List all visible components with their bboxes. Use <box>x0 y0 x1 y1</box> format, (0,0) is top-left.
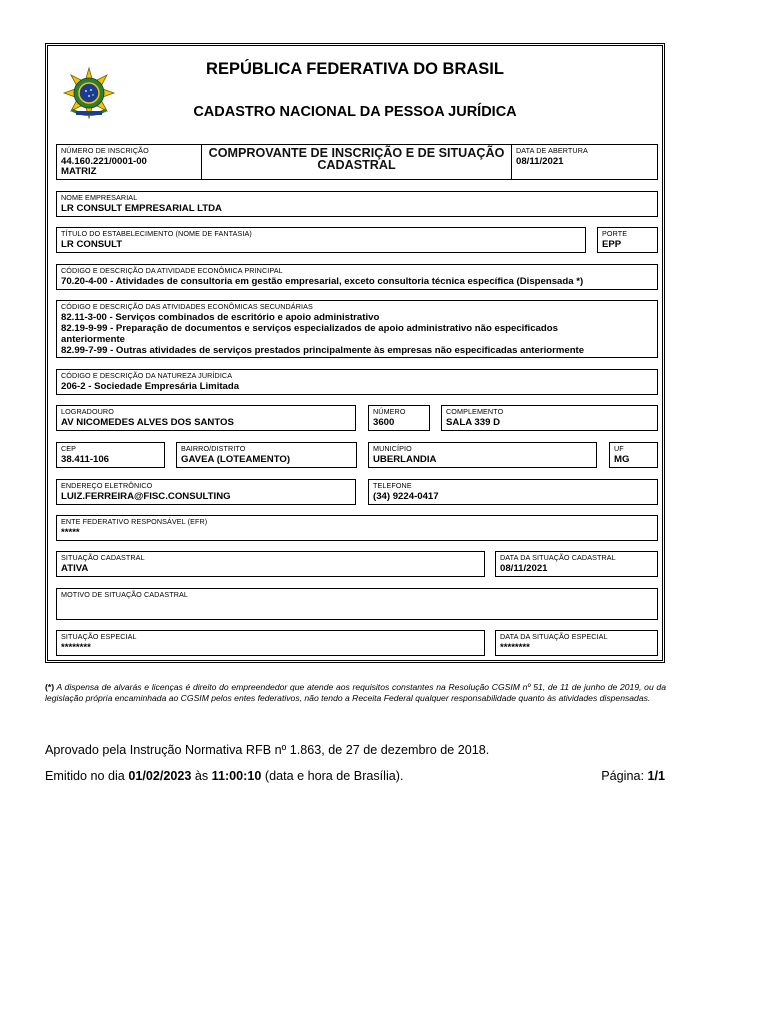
inscricao-tipo: MATRIZ <box>61 166 97 177</box>
abertura-label: DATA DE ABERTURA <box>516 146 588 155</box>
email-label: ENDEREÇO ELETRÔNICO <box>61 481 153 490</box>
atividades-secundarias-box <box>56 300 658 358</box>
efr-label: ENTE FEDERATIVO RESPONSÁVEL (EFR) <box>61 517 208 526</box>
logradouro-box <box>56 405 356 431</box>
numero-value: 3600 <box>373 417 395 428</box>
complemento-label: COMPLEMENTO <box>446 407 504 416</box>
page-number <box>600 769 665 783</box>
natureza-box <box>56 369 658 395</box>
nome-empresarial-value: LR CONSULT EMPRESARIAL LTDA <box>61 203 222 214</box>
telefone-value: (34) 9224-0417 <box>373 491 439 502</box>
municipio-label: MUNICÍPIO <box>373 444 412 453</box>
page-value: 1/1 <box>647 769 665 783</box>
municipio-box <box>368 442 597 468</box>
logradouro-label: LOGRADOURO <box>61 407 114 416</box>
cep-box <box>56 442 165 468</box>
bairro-label: BAIRRO/DISTRITO <box>181 444 246 453</box>
nome-empresarial-box <box>56 191 658 217</box>
comprovante-title-line2: CADASTRAL <box>317 158 396 172</box>
situacao-value: ATIVA <box>61 563 89 574</box>
page-label: Página: <box>601 769 648 783</box>
page-title: REPÚBLICA FEDERATIVA DO BRASIL <box>206 60 504 78</box>
situacao-box <box>56 551 485 577</box>
comprovante-title <box>202 147 511 171</box>
bairro-box <box>176 442 357 468</box>
abertura-box <box>511 144 658 180</box>
situacao-label: SITUAÇÃO CADASTRAL <box>61 553 145 562</box>
inscricao-box <box>56 144 202 180</box>
data-situacao-especial-value: ******** <box>500 642 530 653</box>
cep-label: CEP <box>61 444 77 453</box>
telefone-box <box>368 479 658 505</box>
complemento-value: SALA 339 D <box>446 417 501 428</box>
motivo-label: MOTIVO DE SITUAÇÃO CADASTRAL <box>61 590 189 599</box>
natureza-value: 206-2 - Sociedade Empresária Limitada <box>61 381 240 392</box>
brazil-coat-of-arms-icon <box>62 66 116 120</box>
cep-value: 38.411-106 <box>61 454 110 465</box>
bairro-value: GAVEA (LOTEAMENTO) <box>181 454 291 465</box>
inscricao-numero: 44.160.221/0001-00 <box>61 156 147 167</box>
atividade-principal-label: CÓDIGO E DESCRIÇÃO DA ATIVIDADE ECONÔMICA PRINCIPAL <box>61 266 283 275</box>
inscricao-label: NÚMERO DE INSCRIÇÃO <box>61 146 149 155</box>
fantasia-label: TÍTULO DO ESTABELECIMENTO (NOME DE FANTASIA) <box>61 229 252 238</box>
fantasia-value: LR CONSULT <box>61 239 123 250</box>
efr-box <box>56 515 658 541</box>
porte-value: EPP <box>602 239 622 250</box>
emit-time: 11:00:10 <box>211 769 262 783</box>
fantasia-box <box>56 227 586 253</box>
data-situacao-label: DATA DA SITUAÇÃO CADASTRAL <box>500 553 616 562</box>
uf-value: MG <box>614 454 630 465</box>
numero-label: NÚMERO <box>373 407 406 416</box>
situacao-especial-value: ******** <box>61 642 91 653</box>
atividade-principal-box <box>56 264 658 290</box>
complemento-box <box>441 405 658 431</box>
abertura-value: 08/11/2021 <box>516 156 564 167</box>
uf-box <box>609 442 658 468</box>
email-value: LUIZ.FERREIRA@FISC.CONSULTING <box>61 491 231 502</box>
list-item: 82.19-9-99 - Preparação de documentos e serviços especializados de apoio administrativo não especificados <box>61 323 558 334</box>
emit-suffix: (data e hora de Brasília). <box>261 769 404 783</box>
emit-mid: às <box>191 769 212 783</box>
email-box <box>56 479 356 505</box>
comprovante-title-line1: COMPROVANTE DE INSCRIÇÃO E DE SITUAÇÃO <box>208 146 505 160</box>
data-situacao-especial-box <box>495 630 658 656</box>
situacao-especial-label: SITUAÇÃO ESPECIAL <box>61 632 137 641</box>
porte-label: PORTE <box>602 229 628 238</box>
emit-date: 01/02/2023 <box>128 769 192 783</box>
data-situacao-value: 08/11/2021 <box>500 563 548 574</box>
note-text: A dispensa de alvarás e licenças é direito do empreendedor que atende aos requisitos constantes na Resolução CGSIM nº 51, de 11 de junho de 2019, ou da legislação própria encaminhada ao CGSIM pelos entes federativos, não tendo a Receita Federal qualquer responsabilidade quanto às atividades dispensadas. <box>45 682 666 703</box>
data-situacao-especial-label: DATA DA SITUAÇÃO ESPECIAL <box>500 632 608 641</box>
approval-text: Aprovado pela Instrução Normativa RFB nº 1.863, de 27 de dezembro de 2018. <box>45 743 490 757</box>
atividades-secundarias-label: CÓDIGO E DESCRIÇÃO DAS ATIVIDADES ECONÔMICAS SECUNDÁRIAS <box>61 302 313 311</box>
municipio-value: UBERLANDIA <box>373 454 437 465</box>
atividade-principal-value: 70.20-4-00 - Atividades de consultoria em gestão empresarial, exceto consultoria técnica específica (Dispensada *) <box>61 276 584 287</box>
list-item: anteriormente <box>61 334 125 345</box>
natureza-label: CÓDIGO E DESCRIÇÃO DA NATUREZA JURÍDICA <box>61 371 233 380</box>
numero-box <box>368 405 430 431</box>
list-item: 82.11-3-00 - Serviços combinados de escritório e apoio administrativo <box>61 312 380 323</box>
dispensa-note <box>45 682 666 703</box>
nome-empresarial-label: NOME EMPRESARIAL <box>61 193 138 202</box>
uf-label: UF <box>614 444 624 453</box>
logradouro-value: AV NICOMEDES ALVES DOS SANTOS <box>61 417 234 428</box>
emit-prefix: Emitido no dia <box>45 769 129 783</box>
porte-box <box>597 227 658 253</box>
note-marker: (*) <box>45 682 55 692</box>
emission-text <box>45 769 403 783</box>
telefone-label: TELEFONE <box>373 481 412 490</box>
comprovante-box <box>201 144 512 180</box>
efr-value: ***** <box>61 527 80 538</box>
list-item: 82.99-7-99 - Outras atividades de serviços prestados principalmente às empresas não especificadas anteriormente <box>61 345 585 356</box>
motivo-box <box>56 588 658 620</box>
situacao-especial-box <box>56 630 485 656</box>
page-subtitle: CADASTRO NACIONAL DA PESSOA JURÍDICA <box>193 104 517 120</box>
atividades-secundarias-list <box>61 312 653 356</box>
data-situacao-box <box>495 551 658 577</box>
